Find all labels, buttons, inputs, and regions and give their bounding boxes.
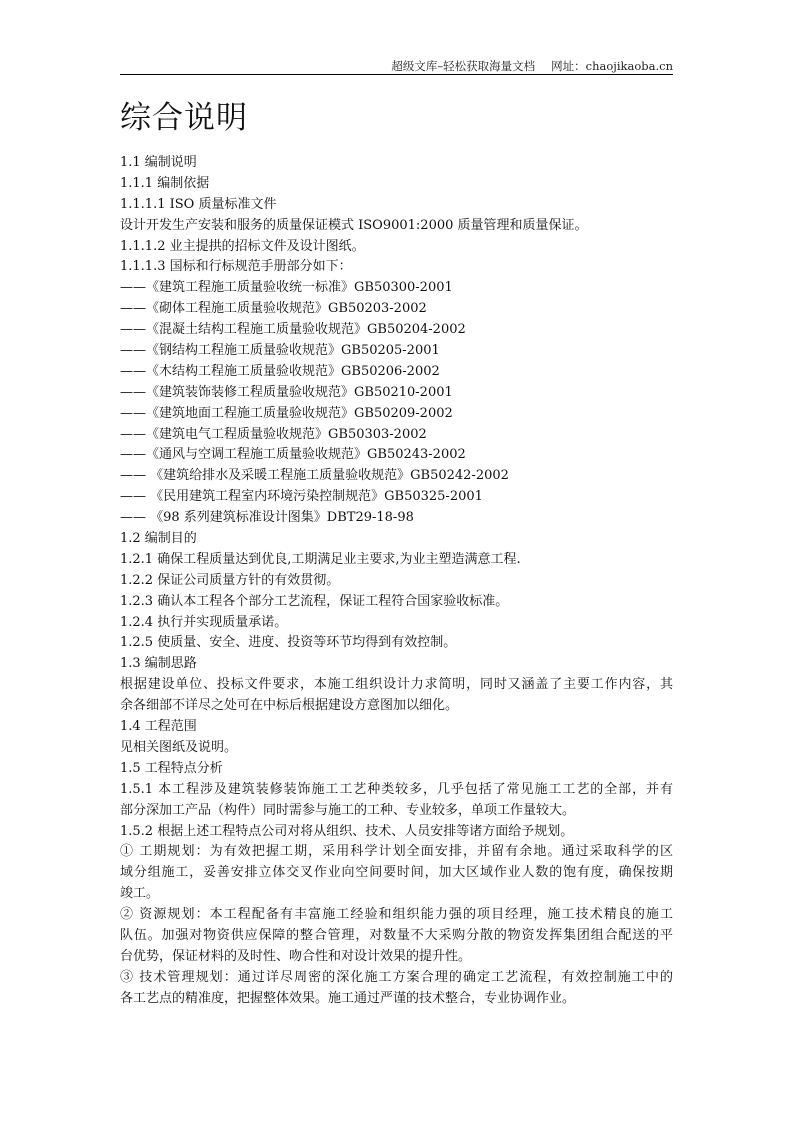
text-line: 1.4 工程范围	[120, 719, 197, 735]
text-line: 1.5.1 本工程涉及建筑装修装饰施工工艺种类较多，几乎包括了常见施工工艺的全部，并有	[120, 781, 673, 797]
header-divider	[120, 74, 673, 75]
text-line: 1.5 工程特点分析	[120, 760, 223, 776]
text-line: 队伍。加强对物资供应保障的整合管理，对数量不大采购分散的物资发挥集团组合配送的平	[120, 927, 673, 943]
text-line: 域分组施工，妥善安排立体交叉作业向空间要时间，加大区域作业人数的饱有度，确保按期	[120, 865, 673, 881]
text-line: ② 资源规划：本工程配备有丰富施工经验和组织能力强的项目经理，施工技术精良的施工	[120, 907, 673, 923]
text-line: 1.1.1 编制依据	[120, 175, 210, 191]
text-line: 1.5.2 根据上述工程特点公司对将从组织、技术、人员安排等诸方面给予规划。	[120, 823, 574, 839]
header-site-name: 超级文库–轻松获取海量文档	[391, 59, 536, 73]
text-line: 1.3 编制思路	[120, 656, 197, 672]
text-line: 部分深加工产品（构件）同时需参与施工的工种、专业较多，单项工作量较大。	[120, 802, 576, 818]
text-line: ——《混凝土结构工程施工质量验收规范》GB50204-2002	[120, 322, 466, 338]
text-line: ——《建筑装饰装修工程质量验收规范》GB50210-2001	[120, 384, 453, 400]
text-line: 1.2 编制目的	[120, 531, 197, 547]
text-line: 见相关图纸及说明。	[120, 739, 238, 755]
text-line: ——《通风与空调工程施工质量验收规范》GB50243-2002	[120, 447, 466, 463]
text-line: 余各细部不详尽之处可在中标后根据建设方意图加以细化。	[120, 698, 459, 714]
text-line: 竣工。	[120, 886, 160, 902]
text-line: 1.2.5 使质量、安全、进度、投资等环节均得到有效控制。	[120, 635, 457, 651]
document-title: 综合说明	[120, 100, 248, 136]
page-header	[120, 58, 673, 74]
text-line: 1.1 编制说明	[120, 155, 197, 170]
document-body	[120, 153, 673, 1010]
text-line: ——《钢结构工程施工质量验收规范》GB50205-2001	[120, 343, 440, 359]
text-line: ① 工期规划：为有效把握工期，采用科学计划全面安排，并留有余地。通过采取科学的区	[120, 844, 673, 860]
text-line: —— 《98 系列建筑标准设计图集》DBT29-18-98	[120, 510, 414, 526]
text-line: 各工艺点的精准度，把握整体效果。施工通过严谨的技术整合，专业协调作业。	[120, 990, 576, 1006]
text-line: ——《木结构工程施工质量验收规范》GB50206-2002	[120, 363, 440, 379]
text-line: 根据建设单位、投标文件要求，本施工组织设计力求简明，同时又涵盖了主要工作内容，其	[120, 677, 673, 693]
text-line: ——《砌体工程施工质量验收规范》GB50203-2002	[120, 301, 427, 317]
text-line: —— 《建筑给排水及采暖工程施工质量验收规范》GB50242-2002	[120, 468, 509, 484]
text-line: ——《建筑工程施工质量验收统一标准》GB50300-2001	[120, 280, 453, 296]
text-line: ——《建筑电气工程质量验收规范》GB50303-2002	[120, 426, 427, 442]
text-line: —— 《民用建筑工程室内环境污染控制规范》GB50325-2001	[120, 489, 483, 505]
text-line: 设计开发生产安装和服务的质量保证模式 ISO9001:2000 质量管理和质量保证。	[120, 217, 588, 233]
text-line: 1.2.1 确保工程质量达到优良,工期满足业主要求,为业主塑造满意工程.	[120, 551, 521, 567]
text-line: 1.1.1.1 ISO 质量标准文件	[120, 196, 277, 212]
header-url: 网址：chaojikaoba.cn	[551, 59, 673, 73]
text-line: ——《建筑地面工程施工质量验收规范》GB50209-2002	[120, 405, 453, 421]
text-line: 台优势，保证材料的及时性、吻合性和对设计效果的提升性。	[120, 948, 472, 964]
text-line: 1.2.4 执行并实现质量承诺。	[120, 614, 288, 630]
text-line: ③ 技术管理规划：通过详尽周密的深化施工方案合理的确定工艺流程，有效控制施工中的	[120, 969, 673, 985]
text-line: 1.2.3 确认本工程各个部分工艺流程，保证工程符合国家验收标准。	[120, 593, 509, 609]
text-line: 1.1.1.2 业主提拱的招标文件及设计图纸。	[120, 238, 365, 254]
text-line: 1.2.2 保证公司质量方针的有效贯彻。	[120, 572, 340, 588]
text-line: 1.1.1.3 国标和行标规范手册部分如下：	[120, 259, 352, 275]
